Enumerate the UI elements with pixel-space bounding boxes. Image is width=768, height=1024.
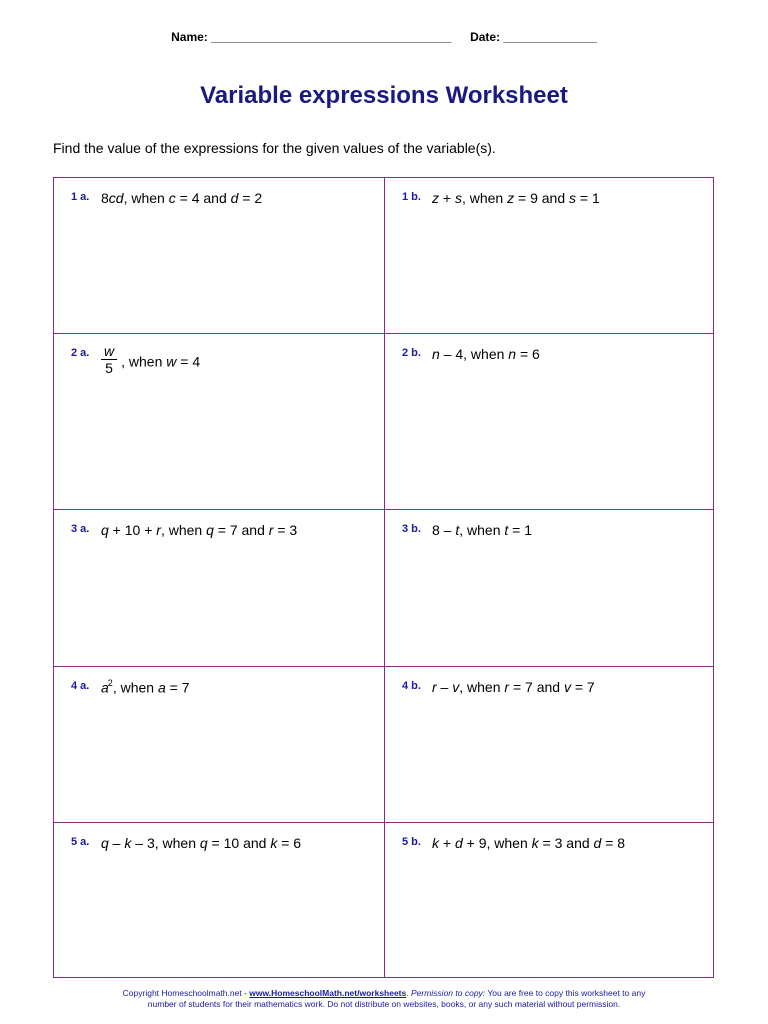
problem-cell-4a[interactable] — [54, 667, 385, 823]
problem-number: 4 b. — [402, 680, 421, 692]
problem-expression: r – v, when r = 7 and v = 7 — [432, 679, 595, 695]
problem-expression: q + 10 + r, when q = 7 and r = 3 — [101, 522, 298, 538]
problem-expression: n – 4, when n = 6 — [432, 346, 540, 362]
copyright-footer — [0, 988, 768, 1010]
problem-cell-4b[interactable] — [385, 667, 713, 823]
problem-number: 5 b. — [402, 836, 421, 848]
name-field-label[interactable]: Name: ____________________________________ — [171, 30, 452, 44]
permission-label: Permission to copy: — [410, 988, 486, 998]
problem-grid — [53, 177, 714, 978]
problem-number: 4 a. — [71, 680, 90, 692]
problem-expression: k + d + 9, when k = 3 and d = 8 — [432, 835, 626, 851]
problem-expression: $\frac{w}{5}$ , when w = 4 — [101, 346, 200, 380]
problem-number: 5 a. — [71, 836, 90, 848]
problem-cell-5a[interactable] — [54, 823, 385, 977]
problem-number: 3 b. — [402, 523, 421, 535]
problem-expression: 8 – t, when t = 1 — [432, 522, 533, 538]
problem-number: 1 a. — [71, 191, 90, 203]
problem-number: 2 b. — [402, 347, 421, 359]
problem-expression: 8cd, when c = 4 and d = 2 — [101, 190, 263, 206]
problem-expression: z + s, when z = 9 and s = 1 — [432, 190, 600, 206]
problem-number: 1 b. — [402, 191, 421, 203]
footer-line-1: Copyright Homeschoolmath.net - www.HomeschoolMath.net/worksheets. Permission to copy: You are free to copy this worksheet to any — [122, 988, 646, 998]
problem-cell-2a[interactable] — [54, 334, 385, 510]
problem-cell-2b[interactable] — [385, 334, 713, 510]
problem-cell-3a[interactable] — [54, 510, 385, 667]
problem-cell-3b[interactable] — [385, 510, 713, 667]
problem-cell-5b[interactable] — [385, 823, 713, 977]
fraction: $\frac{w}{5}$ — [101, 343, 117, 377]
problem-number: 2 a. — [71, 347, 90, 359]
problem-cell-1a[interactable] — [54, 178, 385, 334]
problem-number: 3 a. — [71, 523, 90, 535]
problem-cell-1b[interactable] — [385, 178, 713, 334]
header-fields — [0, 30, 768, 44]
instructions: Find the value of the expressions for the given values of the variable(s). — [53, 140, 496, 156]
problem-expression: $a^2$, when a = 7 — [101, 678, 190, 696]
worksheets-link[interactable]: www.HomeschoolMath.net/worksheets — [249, 988, 407, 998]
problem-expression: q – k – 3, when q = 10 and k = 6 — [101, 835, 302, 851]
footer-line-2: number of students for their mathematics work. Do not distribute on websites, books, or any such material without permission. — [147, 999, 621, 1009]
page-title: Variable expressions Worksheet — [200, 82, 568, 109]
date-field-label[interactable]: Date: ______________ — [470, 30, 597, 44]
